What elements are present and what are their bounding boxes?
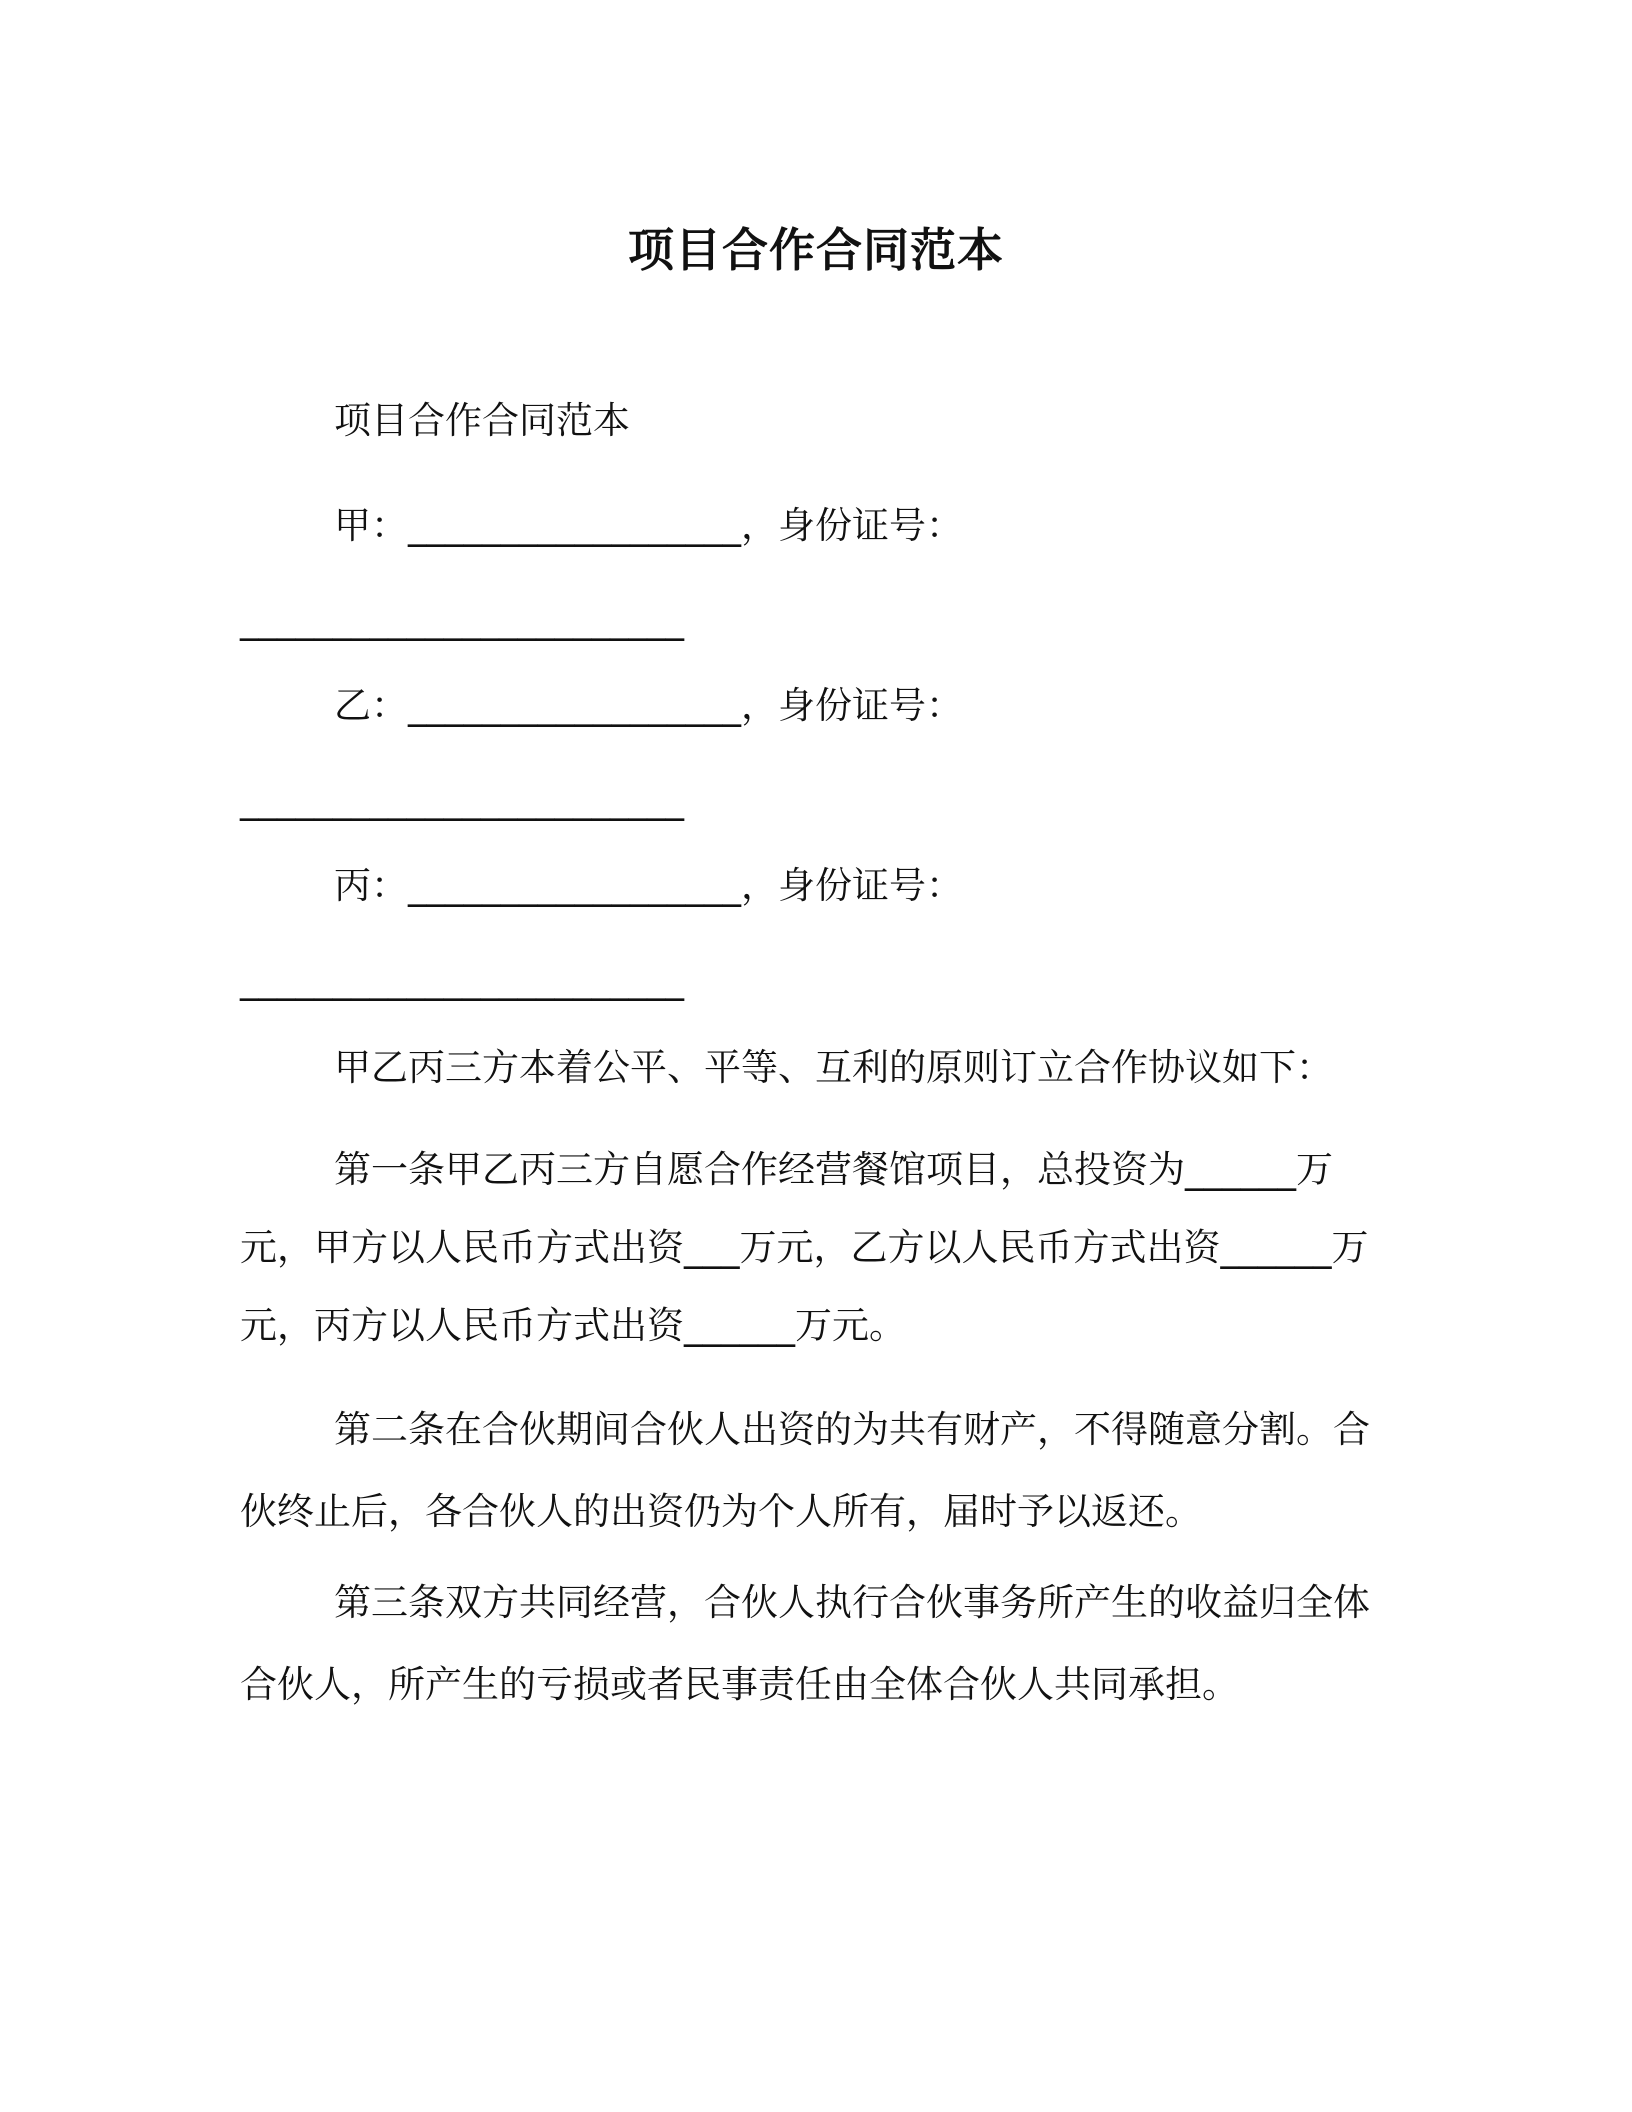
article-3: 第三条双方共同经营，合伙人执行合伙事务所产生的收益归全体合伙人，所产生的亏损或者民事责任由全体合伙人共同承担。 [240,1581,1370,1706]
article-1: 第一条甲乙丙三方自愿合作经营餐馆项目，总投资为______万元，甲方以人民币方式出资___万元，乙方以人民币方式出资______万元，丙方以人民币方式出资______万元。 [240,1148,1369,1347]
party-c-line: 丙：__________________，身份证号： [334,864,963,907]
party-a-id-blank: ________________________ [240,598,684,641]
party-b-line: 乙：__________________，身份证号： [334,684,963,727]
intro-paragraph: 甲乙丙三方本着公平、平等、互利的原则订立合作协议如下： [334,1046,1333,1089]
document-subtitle: 项目合作合同范本 [334,399,630,442]
party-c-id-blank: ________________________ [240,958,684,1001]
party-a-line: 甲：__________________，身份证号： [334,504,963,547]
article-2: 第二条在合伙期间合伙人出资的为共有财产，不得随意分割。合伙终止后，各合伙人的出资仍为个人所有，届时予以返还。 [240,1408,1370,1533]
party-b-id-blank: ________________________ [240,778,684,821]
document-title: 项目合作合同范本 [628,223,1004,277]
